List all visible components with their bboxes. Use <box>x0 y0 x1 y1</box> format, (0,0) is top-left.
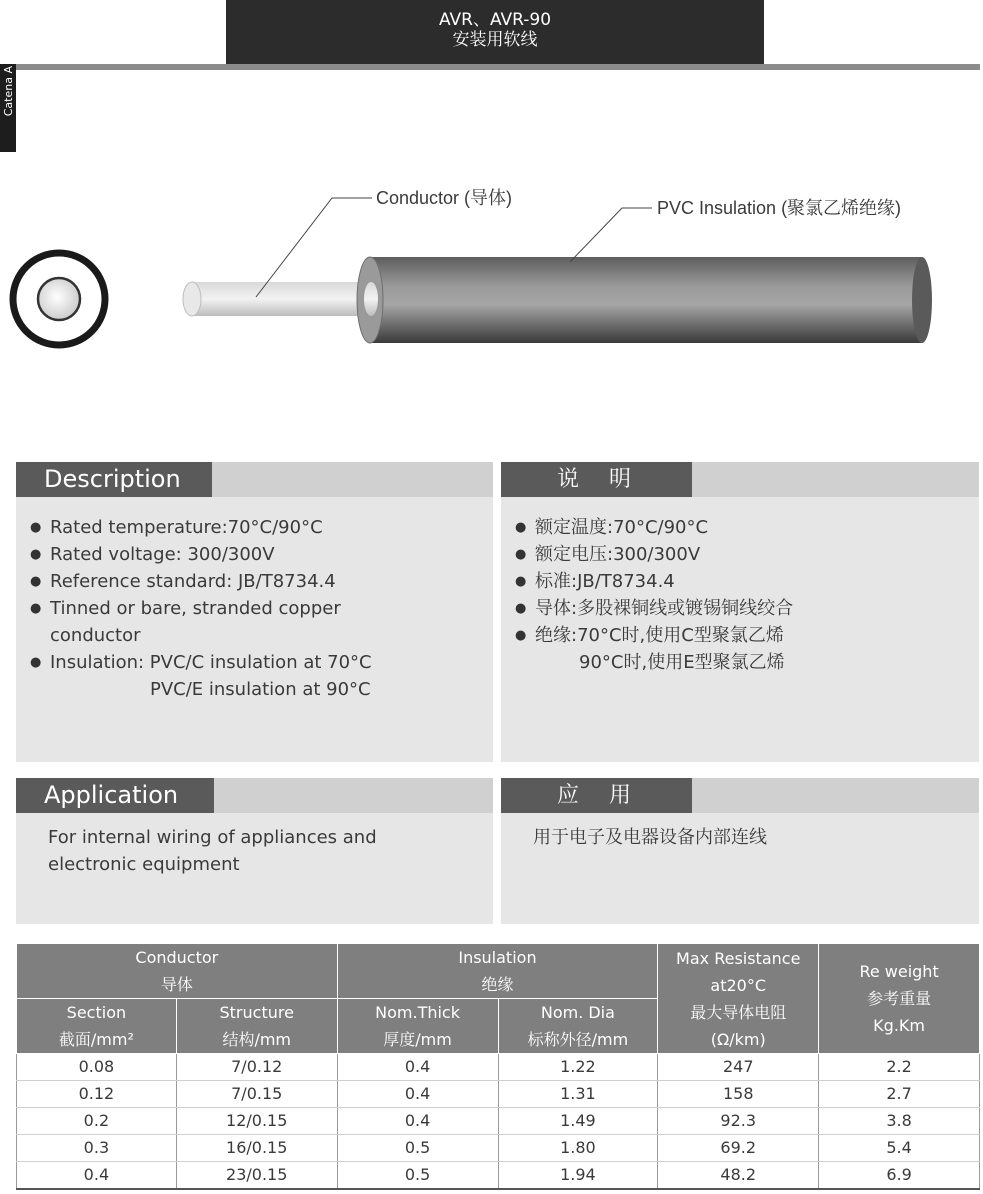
conductor-label: Conductor (导体) <box>376 188 513 208</box>
max-resistance-header <box>658 944 819 1054</box>
spec-table <box>16 943 980 1190</box>
conductor-header <box>17 944 338 999</box>
list-item: ● Rated temperature:70°C/90°C <box>30 514 372 541</box>
cell-section: 0.3 <box>17 1135 177 1162</box>
application-cn-panel <box>501 778 979 924</box>
insulation-cn-line-1: 绝缘:70°C时,使用C型聚氯乙烯 <box>535 625 784 646</box>
list-item: ● Tinned or bare, stranded copper conductor <box>30 595 350 649</box>
cell-resistance: 92.3 <box>658 1108 819 1135</box>
cell-thick: 0.4 <box>337 1108 498 1135</box>
thick-header-cn: 厚度/mm <box>383 1030 452 1049</box>
weight-line-1: Re weight <box>859 962 939 981</box>
section-header <box>17 999 177 1054</box>
application-panel <box>16 778 493 924</box>
header-rule <box>16 64 980 70</box>
cell-thick: 0.4 <box>337 1054 498 1081</box>
structure-header-cn: 结构/mm <box>222 1030 292 1049</box>
cell-structure: 23/0.15 <box>176 1162 337 1190</box>
conductor-header-cn: 导体 <box>160 975 193 994</box>
dia-header-en: Nom. Dia <box>540 1003 615 1022</box>
insulation-cn-line-2: 90°C时,使用E型聚氯乙烯 <box>579 652 785 673</box>
application-title: Application <box>16 778 214 813</box>
insulation-line-1: Insulation: PVC/C insulation at 70°C <box>50 652 372 673</box>
table-row <box>17 1054 980 1081</box>
max-resistance-line-1: Max Resistance <box>676 948 801 968</box>
header-subtitle: 安装用软线 <box>452 30 538 50</box>
weight-header <box>819 944 980 1054</box>
description-panel <box>16 462 493 762</box>
insulation-header-en: Insulation <box>458 948 537 967</box>
weight-line-2: 参考重量 <box>867 989 932 1008</box>
cell-resistance: 158 <box>658 1081 819 1108</box>
list-item: ● 额定电压:300/300V <box>515 541 793 568</box>
thick-header-en: Nom.Thick <box>375 1003 460 1022</box>
max-resistance-line-4: (Ω/km) <box>710 1029 766 1049</box>
cell-resistance: 69.2 <box>658 1135 819 1162</box>
cell-section: 0.4 <box>17 1162 177 1190</box>
structure-header <box>176 999 337 1054</box>
cell-weight: 2.2 <box>819 1054 980 1081</box>
description-cn-title: 说明 <box>501 462 692 497</box>
insulation-header <box>337 944 658 999</box>
cell-section: 0.12 <box>17 1081 177 1108</box>
section-header-cn: 截面/mm² <box>58 1030 134 1049</box>
list-item: ● 标准:JB/T8734.4 <box>515 568 793 595</box>
cable-illustration <box>0 150 983 400</box>
cell-structure: 16/0.15 <box>176 1135 337 1162</box>
list-item: ● Reference standard: JB/T8734.4 <box>30 568 372 595</box>
cell-weight: 2.7 <box>819 1081 980 1108</box>
cell-structure: 7/0.12 <box>176 1054 337 1081</box>
cell-thick: 0.5 <box>337 1135 498 1162</box>
description-title: Description <box>16 462 212 497</box>
structure-header-en: Structure <box>219 1003 294 1022</box>
application-cn-text: 用于电子及电器设备内部连线 <box>533 827 767 848</box>
list-item <box>30 649 372 703</box>
list-item: ● Rated voltage: 300/300V <box>30 541 372 568</box>
application-text: For internal wiring of appliances and electronic equipment <box>48 827 377 875</box>
dia-header-cn: 标称外径/mm <box>527 1030 629 1049</box>
cell-resistance: 48.2 <box>658 1162 819 1190</box>
thick-header <box>337 999 498 1054</box>
conductor-core <box>183 282 372 316</box>
insulation-header-cn: 绝缘 <box>481 975 514 994</box>
cell-weight: 6.9 <box>819 1162 980 1190</box>
table-row <box>17 1108 980 1135</box>
insulation-leader <box>570 208 652 262</box>
cell-weight: 5.4 <box>819 1135 980 1162</box>
insulation-label: PVC Insulation (聚氯乙烯绝缘) <box>657 198 902 218</box>
list-item: ● 导体:多股裸铜线或镀锡铜线绞合 <box>515 595 793 622</box>
cell-dia: 1.49 <box>498 1108 658 1135</box>
header-band <box>226 0 764 64</box>
cell-structure: 12/0.15 <box>176 1108 337 1135</box>
cell-dia: 1.22 <box>498 1054 658 1081</box>
dia-header <box>498 999 658 1054</box>
insulation-jacket <box>357 257 932 343</box>
weight-line-3: Kg.Km <box>873 1016 925 1035</box>
cell-dia: 1.94 <box>498 1162 658 1190</box>
table-row <box>17 1162 980 1190</box>
application-cn-title: 应用 <box>501 778 692 813</box>
list-item <box>515 622 793 676</box>
table-row <box>17 1081 980 1108</box>
conductor-header-en: Conductor <box>135 948 219 967</box>
table-row <box>17 1135 980 1162</box>
cell-structure: 7/0.15 <box>176 1081 337 1108</box>
description-list <box>30 514 372 703</box>
max-resistance-line-2: at20°C <box>710 975 767 995</box>
cell-resistance: 247 <box>658 1054 819 1081</box>
insulation-line-2: PVC/E insulation at 90°C <box>150 679 371 700</box>
side-tab <box>0 64 16 152</box>
list-item: ● 额定温度:70°C/90°C <box>515 514 793 541</box>
description-cn-list <box>515 514 793 676</box>
cell-dia: 1.31 <box>498 1081 658 1108</box>
cross-section <box>13 253 105 345</box>
description-cn-panel <box>501 462 979 762</box>
cell-thick: 0.5 <box>337 1162 498 1190</box>
cell-section: 0.2 <box>17 1108 177 1135</box>
cell-dia: 1.80 <box>498 1135 658 1162</box>
section-header-en: Section <box>66 1003 127 1022</box>
cell-thick: 0.4 <box>337 1081 498 1108</box>
max-resistance-line-3: 最大导体电阻 <box>690 1002 787 1022</box>
cell-section: 0.08 <box>17 1054 177 1081</box>
side-tab-label: Catena A <box>2 66 15 117</box>
cell-weight: 3.8 <box>819 1108 980 1135</box>
header-title: AVR、AVR-90 <box>438 10 552 30</box>
